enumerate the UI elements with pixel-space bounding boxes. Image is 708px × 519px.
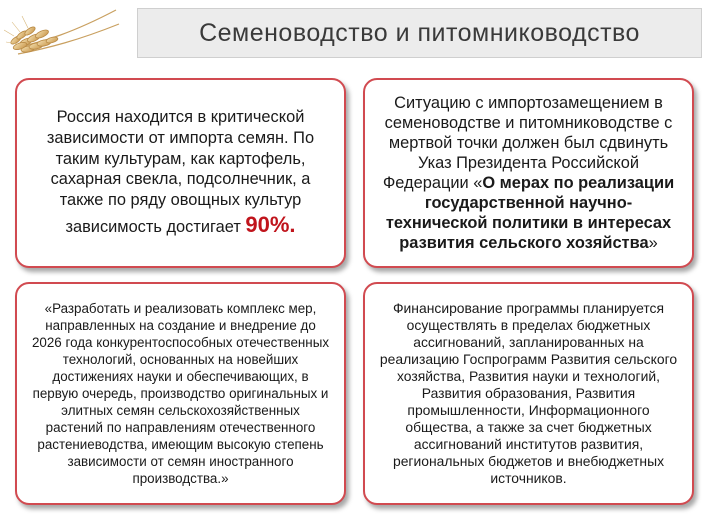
dependency-percentage: 90%. [245,212,296,238]
import-dependency-paragraph [27,107,334,239]
decree-quote-text: «Разработать и реализовать комплекс мер, направленных на создание и внедрение до 2026 года конкурентоспособных отечественных технологий, основанных на новейших достижениях науки и обеспечивающих, в первую очередь, производство оригинальных и элитных семян сельскохозяйственных растений по направлениям отечественного растениеводства, имеющим высокую степень зависимости от семян иностранного производства.» [31,300,330,487]
decree-text-before: Ситуацию с импортозамещением в семеноводстве и питомниководстве с мертвой точки должен был сдвинуть Указ Президента Российской Федерации « [382,93,673,192]
page-title [137,8,702,58]
wheat-ears-icon [4,2,122,60]
page-title-text: Семеноводство и питомниководство [199,18,640,47]
financing-text: Финансирование программы планируется осуществлять в пределах бюджетных ассигнований, запланированных на реализацию Госпрограмм Развития сельского хозяйства, Развития науки и технологий, Развития образования, Развития промышленности, Информационного общества, а также за счет бюджетных ассигнований институтов развития, региональных бюджетов и внебюджетных источников. [379,300,678,486]
decree-text-after: » [648,234,658,253]
financing-card [363,282,694,505]
decree-title: О мерах по реализации государственной научно-технической политики в интересах развития сельского хозяйства [385,174,675,253]
presidential-decree-paragraph [375,93,682,253]
import-dependency-text: Россия находится в критической зависимости от импорта семян. По таким культурам, как картофель, сахарная свекла, подсолнечник, а также по ряду овощных культур зависимость достигает [46,107,315,237]
presidential-decree-card [363,78,694,268]
import-dependency-card [15,78,346,268]
decree-quote-card [15,282,346,505]
